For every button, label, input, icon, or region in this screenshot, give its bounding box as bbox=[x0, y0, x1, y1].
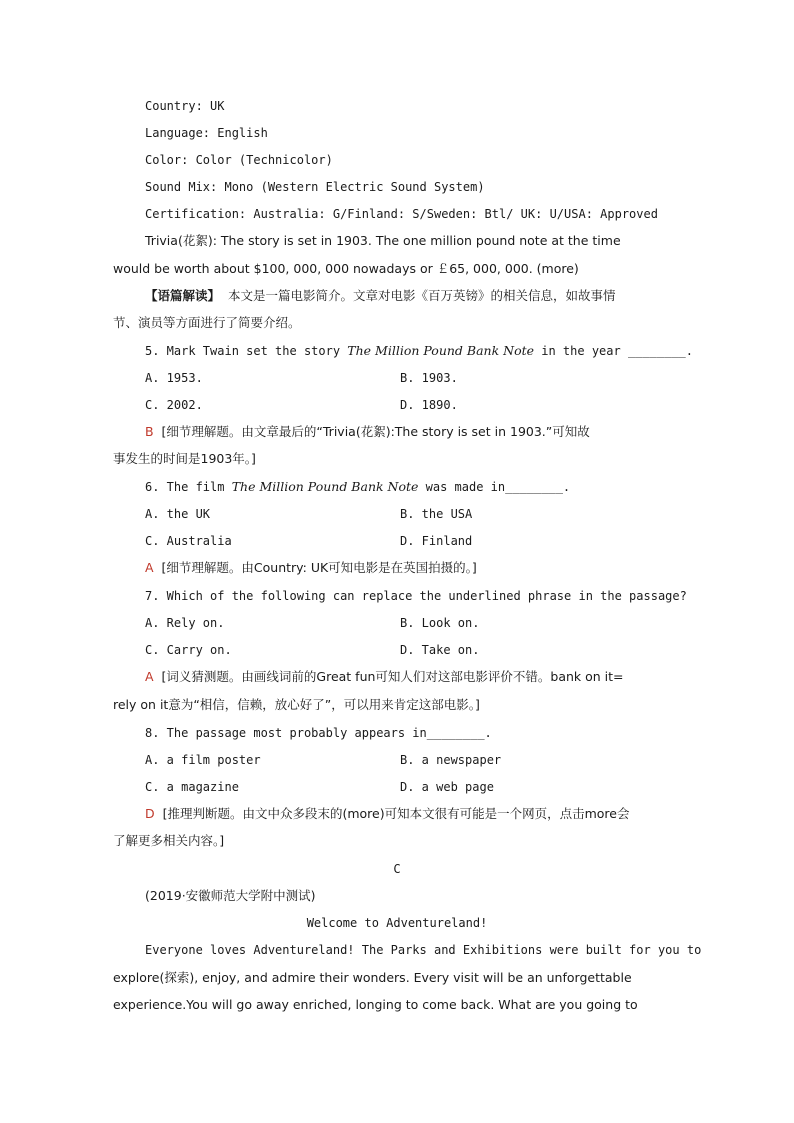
info-trivia-line2: would be worth about $100, 000, 000 nowadays or ￡65, 000, 000. (more) bbox=[113, 261, 579, 276]
analysis-line1 bbox=[145, 288, 681, 304]
info-color: Color: Color (Technicolor) bbox=[145, 153, 333, 167]
q6-answer: A bbox=[145, 560, 154, 575]
q7-option-b: B. Look on. bbox=[400, 616, 480, 630]
passage-line3: experience.You will go away enriched, longing to come back. What are you going to bbox=[113, 997, 638, 1012]
q7-option-a: A. Rely on. bbox=[145, 616, 225, 630]
info-sound-mix: Sound Mix: Mono (Western Electric Sound System) bbox=[145, 180, 485, 194]
q8-option-d: D. a web page bbox=[400, 780, 494, 794]
info-trivia-line1: Trivia(花絮): The story is set in 1903. The one million pound note at the time bbox=[145, 233, 621, 248]
passage-title: Welcome to Adventureland! bbox=[306, 916, 488, 930]
analysis-line2: 节、演员等方面进行了简要介绍。 bbox=[113, 315, 301, 330]
section-source: (2019·安徽师范大学附中测试) bbox=[145, 888, 316, 903]
q5-explanation-line2: 事发生的时间是1903年。] bbox=[113, 451, 256, 466]
q6-stem bbox=[145, 479, 681, 495]
q7-stem: 7. Which of the following can replace the underlined phrase in the passage? bbox=[145, 589, 687, 603]
section-letter: C bbox=[393, 862, 401, 876]
q5-exp1: [细节理解题。由文章最后的“Trivia(花絮):The story is set in 1903.”可知故 bbox=[161, 424, 590, 439]
q5-stem bbox=[145, 343, 693, 359]
q5-option-c: C. 2002. bbox=[145, 398, 203, 412]
q6-option-c: C. Australia bbox=[145, 534, 232, 548]
q8-option-a: A. a film poster bbox=[145, 753, 261, 767]
q6-title: The Million Pound Bank Note bbox=[231, 479, 419, 494]
q5-option-a: A. 1953. bbox=[145, 371, 203, 385]
q7-explanation-line2: rely on it意为“相信，信赖，放心好了”，可以用来肯定这部电影。] bbox=[113, 697, 480, 712]
q7-option-d: D. Take on. bbox=[400, 643, 480, 657]
q8-explanation-line2: 了解更多相关内容。] bbox=[113, 833, 225, 848]
analysis-label: 【语篇解读】 bbox=[145, 288, 221, 303]
q8-stem: 8. The passage most probably appears in________. bbox=[145, 726, 492, 740]
q5-explanation-line1 bbox=[145, 424, 681, 440]
info-certification: Certification: Australia: G/Finland: S/Sweden: Btl/ UK: U/USA: Approved bbox=[145, 207, 658, 221]
q5-answer: B bbox=[145, 424, 154, 439]
q6-suffix: was made in________. bbox=[418, 480, 571, 494]
q6-explanation bbox=[145, 560, 681, 576]
q5-suffix: in the year ________. bbox=[534, 344, 693, 358]
q6-option-b: B. the USA bbox=[400, 507, 473, 521]
q7-option-c: C. Carry on. bbox=[145, 643, 232, 657]
q8-answer: D bbox=[145, 806, 155, 821]
q7-answer: A bbox=[145, 669, 154, 684]
q8-option-b: B. a newspaper bbox=[400, 753, 502, 767]
q6-option-d: D. Finland bbox=[400, 534, 473, 548]
info-language: Language: English bbox=[145, 126, 268, 140]
q5-option-d: D. 1890. bbox=[400, 398, 458, 412]
passage-line2: explore(探索), enjoy, and admire their wonders. Every visit will be an unforgettable bbox=[113, 970, 632, 985]
info-country: Country: UK bbox=[145, 99, 225, 113]
q6-option-a: A. the UK bbox=[145, 507, 211, 521]
q5-prefix: 5. Mark Twain set the story bbox=[145, 344, 348, 358]
q5-option-b: B. 1903. bbox=[400, 371, 458, 385]
q7-explanation-line1 bbox=[145, 669, 681, 685]
q8-explanation-line1 bbox=[145, 806, 681, 822]
q5-title: The Million Pound Bank Note bbox=[347, 343, 535, 358]
passage-line1: Everyone loves Adventureland! The Parks and Exhibitions were built for you to bbox=[145, 943, 702, 957]
analysis-text1: 本文是一篇电影简介。文章对电影《百万英镑》的相关信息，如故事情 bbox=[227, 288, 616, 303]
q7-exp1: [词义猜测题。由画线词前的Great fun可知人们对这部电影评价不错。bank on it= bbox=[161, 669, 624, 684]
q6-exp1: [细节理解题。由Country: UK可知电影是在英国拍摄的。] bbox=[161, 560, 477, 575]
q8-option-c: C. a magazine bbox=[145, 780, 239, 794]
q8-exp1: [推理判断题。由文中众多段末的(more)可知本文很有可能是一个网页，点击more会 bbox=[162, 806, 630, 821]
q6-prefix: 6. The film bbox=[145, 480, 232, 494]
